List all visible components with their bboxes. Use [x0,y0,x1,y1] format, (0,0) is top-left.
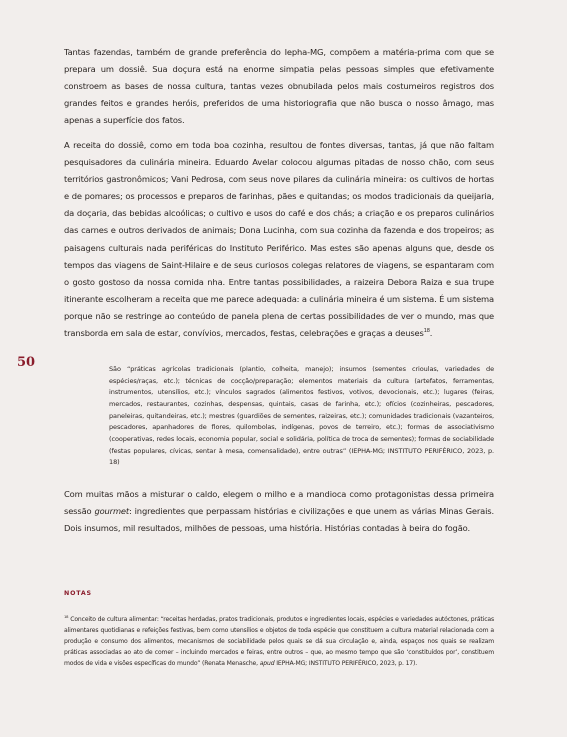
footnote-italic: apud [259,659,275,667]
paragraph-3-text-a: Com muitas mãos a misturar o caldo, elegem o milho e a mandioca como protagonistas dessa primeira sessão [64,489,494,517]
paragraph-3-italic: gourmet [94,506,130,517]
footnote-marker: 18 [64,614,69,619]
block-quote: São “práticas agrícolas tradicionais (plantio, colheita, manejo); insumos (sementes crioulas, variedades de espécies/raças, etc.); técnicas de cocção/preparação; elementos materiais da cultura (artefatos, ferramentas, instrumentos, utensílios, etc.); vínculos sagrados (alimentos festivos, votivos, devocionais, etc.); lugares (feiras, mercados, restaurantes, cozinhas, despensas, quintais, casas de farinha, etc.); ofícios (cozinheiras, pescadores, paneleiras, quitandeiras, etc.); mestres (guardiões de sementes, raizeiras, etc.); comunidades tradicionais (vazanteiros, pescadores, apanhadores de flores, quilombolas, indígenas, povos de terreiro, etc.); formas de associativismo (cooperativas, redes locais, economia popular, social e solidária, política de troca de sementes); formas de sociabilidade (festas populares, cívicas, sentar à mesa, comensalidade), entre outras” (IEPHA-MG; INSTITUTO PERIFÉRICO, 2023, p. 18) [109,365,494,467]
notes-heading: NOTAS [64,590,92,597]
paragraph-2-end: . [429,328,433,339]
footnote-reference-18[interactable]: 18 [423,328,430,335]
page-number: 50 [17,355,36,370]
paragraph-2-text: A receita do dossiê, como em toda boa cozinha, resultou de fontes diversas, tantas, já que não faltam pesquisadores da culinária mineira. Eduardo Avelar colocou algumas pitadas de nosso chão, com seus territórios gastronômicos; Vani Pedrosa, com seus nove pilares da culinária mineira: os cultivos de hortas e de pomares; os processos e preparos de farinhas, pães e quitandas; os modos tradicionais da queijaria, da doçaria, das bebidas alcoólicas; o cultivo e usos do café e dos chás; a criação e os preparos culinários das carnes e outros derivados de animais; Dona Lucinha, com sua cozinha da fazenda e dos tropeiros; as paisagens culturais nada periféricas do Instituto Periférico. Mas estes são apenas alguns que, desde os tempos das viagens de Saint-Hilaire e de seus curiosos colegas relatores de viagens, se espantaram com o gosto gostoso da nossa comida nha. Entre tantas possibilidades, a raizeira Debora Raiza e sua trupe itinerante escolheram a receita que me parece adequada: a culinária mineira é um sistema. É um sistema porque não se restringe ao conteúdo de panela plena de certas possibilidades de ver o mundo, mas que transborda em sala de estar, convívios, mercados, festas, celebrações e graças a deuses [64,140,494,339]
footnote-18 [64,615,494,670]
footnote-text-b: IEPHA-MG; INSTITUTO PERIFÉRICO, 2023, p. 17). [274,659,418,667]
paragraph-1: Tantas fazendas, também de grande preferência do Iepha-MG, compõem a matéria-prima com que se prepara um dossiê. Sua doçura está na enorme simpatia pelas pessoas simples que efetivamente constroem as bases de nossa cultura, tantas vezes obnubilada pelos mais costumeiros registros dos grandes feitos e grandes heróis, preferidos de uma historiografia que não busca o nosso âmago, mas apenas a superfície dos fatos. [64,47,494,126]
paragraph-3-text-b: : ingredientes que perpassam histórias e civilizações e que unem as várias Minas Gerais. Dois insumos, mil resultados, milhões de pessoas, uma história. Histórias contadas à beira do fogão. [64,506,494,534]
footnote-text-a: Conceito de cultura alimentar: “receitas herdadas, pratos tradicionais, produtos e ingredientes locais, espécies e variedades autóctones, práticas alimentares quotidianas e refeições festivas, bem como utensílios e objetos de toda espécie que constituem a cultura material relacionada com a produção e consumo dos alimentos, mecanismos de sociabilidade pelos quais se dá sua circulação e, ainda, espaços nos quais se realizam práticas associadas ao ato de comer – incluindo mercados e feiras, entre outros – que, ao mesmo tempo que são ‘constituídos por’, constituem modos de vida e visões específicas do mundo” (Renata Menasche, [64,616,494,667]
paragraph-2 [64,137,494,342]
paragraph-3 [64,486,494,537]
